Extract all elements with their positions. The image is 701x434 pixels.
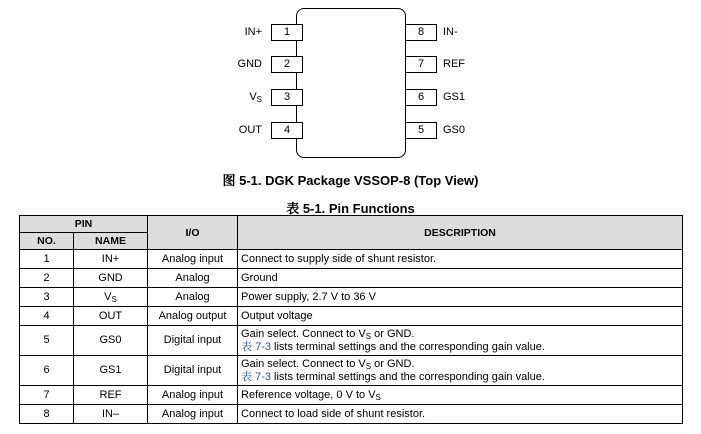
table-row (20, 356, 683, 386)
cell-io: Digital input (148, 326, 238, 356)
table-row (20, 326, 683, 356)
cell-no: 4 (20, 307, 74, 326)
pin-number-8: 8 (405, 24, 437, 41)
pin-number-1: 1 (271, 24, 303, 41)
pin-functions-table (19, 215, 683, 424)
cell-no: 1 (20, 250, 74, 269)
pin-number-3: 3 (271, 89, 303, 106)
cell-description: Connect to supply side of shunt resistor. (238, 250, 683, 269)
table-row (20, 288, 683, 307)
figure-caption: 图 5-1. DGK Package VSSOP-8 (Top View) (222, 173, 479, 188)
pin-number-7: 7 (405, 56, 437, 73)
table-row (20, 250, 683, 269)
table-row (20, 386, 683, 405)
cell-no: 8 (20, 405, 74, 424)
pin-label-in-plus: IN+ (244, 26, 262, 38)
cell-no: 2 (20, 269, 74, 288)
cell-description: Power supply, 2.7 V to 36 V (238, 288, 683, 307)
cell-name: OUT (74, 307, 148, 326)
cell-io: Analog output (148, 307, 238, 326)
cell-description: Gain select. Connect to $V_S$ or GND. 表 7-3 lists terminal settings and the corresponding gain value. (238, 326, 683, 356)
pin-number-5: 5 (405, 122, 437, 139)
cell-name: GS0 (74, 326, 148, 356)
cell-io: Analog (148, 288, 238, 307)
cell-io: Digital input (148, 356, 238, 386)
cell-description: Gain select. Connect to $V_S$ or GND. 表 7-3 lists terminal settings and the corresponding gain value. (238, 356, 683, 386)
header-pin: PIN (20, 216, 148, 233)
cell-name: GND (74, 269, 148, 288)
pin-label-vs: $V_S$ (249, 91, 262, 104)
cell-io: Analog (148, 269, 238, 288)
pin-label-gs1: GS1 (443, 91, 466, 103)
header-name: NAME (74, 233, 148, 250)
cell-description: Ground (238, 269, 683, 288)
table-row (20, 405, 683, 424)
header-io: I/O (148, 216, 238, 250)
cell-io: Analog input (148, 250, 238, 269)
table-7-3-link[interactable]: 表 7-3 (241, 340, 271, 353)
ic-package-body (296, 8, 406, 158)
cell-name: REF (74, 386, 148, 405)
cell-name: IN– (74, 405, 148, 424)
pin-number-6: 6 (405, 89, 437, 106)
table-row (20, 269, 683, 288)
cell-no: 3 (20, 288, 74, 307)
pin-label-out: OUT (238, 124, 262, 136)
header-description: DESCRIPTION (238, 216, 683, 250)
cell-io: Analog input (148, 405, 238, 424)
cell-name: GS1 (74, 356, 148, 386)
table-row (20, 307, 683, 326)
cell-no: 7 (20, 386, 74, 405)
pin-label-in-minus: IN- (443, 26, 458, 38)
cell-description: Connect to load side of shunt resistor. (238, 405, 683, 424)
pin-number-4: 4 (271, 122, 303, 139)
pin-label-gnd: GND (237, 58, 262, 70)
cell-name: $V_S$ (74, 288, 148, 307)
table-7-3-link[interactable]: 表 7-3 (241, 370, 271, 383)
cell-no: 5 (20, 326, 74, 356)
table-title: 表 5-1. Pin Functions (286, 201, 415, 216)
cell-io: Analog input (148, 386, 238, 405)
cell-description: Output voltage (238, 307, 683, 326)
pin-number-2: 2 (271, 56, 303, 73)
cell-name: IN+ (74, 250, 148, 269)
cell-description: Reference voltage, 0 V to $V_S$ (238, 386, 683, 405)
pin-label-gs0: GS0 (443, 124, 466, 136)
pin-label-ref: REF (443, 58, 465, 70)
header-no: NO. (20, 233, 74, 250)
cell-no: 6 (20, 356, 74, 386)
